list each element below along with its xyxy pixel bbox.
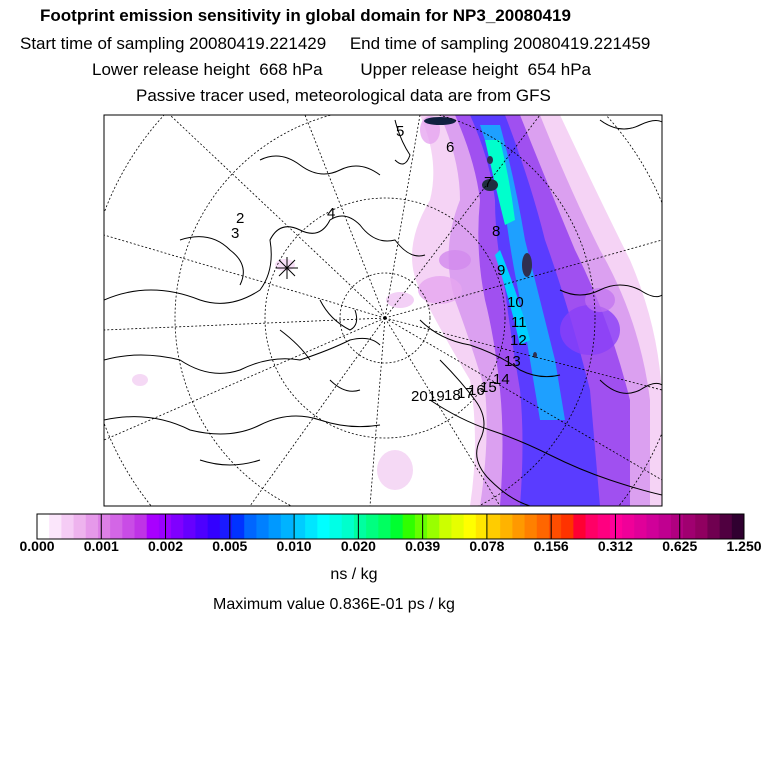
colorbar-cell — [561, 514, 574, 539]
colorbar-cell — [512, 514, 525, 539]
colorbar-cell — [537, 514, 550, 539]
colorbar-cell — [598, 514, 611, 539]
maximum-value-text: Maximum value 0.836E-01 ps / kg — [213, 596, 455, 613]
colorbar-cell — [49, 514, 62, 539]
track-label: 15 — [480, 379, 497, 396]
track-label: 17 — [457, 385, 474, 402]
colorbar-cell — [415, 514, 428, 539]
colorbar-cell — [171, 514, 184, 539]
colorbar-cell — [464, 514, 477, 539]
track-label: 6 — [446, 139, 455, 156]
colorbar-cell — [86, 514, 99, 539]
colorbar-cell — [195, 514, 208, 539]
colorbar-cell — [98, 514, 111, 539]
colorbar-cell — [135, 514, 148, 539]
track-label: 14 — [493, 371, 510, 388]
sampling-time-line: Start time of sampling 20080419.221429 End time of sampling 20080419.221459 — [20, 34, 651, 53]
colorbar-cell — [488, 514, 501, 539]
colorbar-cell — [37, 514, 50, 539]
colorbar-cell — [586, 514, 599, 539]
colorbar-cell — [403, 514, 416, 539]
colorbar-tick-label: 0.625 — [662, 538, 698, 554]
colorbar-cell — [378, 514, 391, 539]
track-label: 8 — [492, 223, 501, 240]
colorbar-cells — [37, 514, 745, 539]
release-height-line: Lower release height 668 hPa Upper release height 654 hPa — [92, 60, 591, 79]
colorbar-cell — [659, 514, 672, 539]
track-label: 10 — [507, 294, 524, 311]
colorbar-cell — [610, 514, 623, 539]
colorbar-tick-label: 0.000 — [19, 538, 55, 554]
colorbar-cell — [342, 514, 355, 539]
colorbar-cell — [695, 514, 708, 539]
colorbar-cell — [720, 514, 733, 539]
colorbar-tick-label: 0.039 — [405, 538, 441, 554]
colorbar-cell — [500, 514, 513, 539]
colorbar-cell — [74, 514, 87, 539]
track-label: 11 — [511, 314, 527, 331]
track-label: 5 — [396, 123, 405, 140]
track-label: 7 — [484, 174, 493, 191]
colorbar-tick-label: 0.020 — [340, 538, 376, 554]
colorbar-cell — [269, 514, 282, 539]
colorbar-cell — [354, 514, 367, 539]
colorbar-cell — [732, 514, 745, 539]
colorbar-cell — [256, 514, 269, 539]
colorbar-cell — [183, 514, 196, 539]
colorbar-cell — [622, 514, 635, 539]
colorbar-tick-label: 0.010 — [276, 538, 312, 554]
colorbar-cell — [61, 514, 74, 539]
colorbar-tick-label: 1.250 — [726, 538, 762, 554]
colorbar-cell — [147, 514, 160, 539]
colorbar-cell — [683, 514, 696, 539]
colorbar-cell — [317, 514, 330, 539]
track-label: 9 — [497, 262, 506, 279]
colorbar-cell — [220, 514, 233, 539]
colorbar-cell — [573, 514, 586, 539]
colorbar-cell — [330, 514, 343, 539]
colorbar-cell — [208, 514, 221, 539]
colorbar-tick-label: 0.312 — [597, 538, 633, 554]
tracer-info-line: Passive tracer used, meteorological data are from GFS — [136, 86, 551, 105]
colorbar-cell — [671, 514, 684, 539]
track-label: 12 — [510, 332, 527, 349]
track-label: 13 — [504, 353, 521, 370]
track-label: 20 — [411, 388, 428, 405]
track-label: 19 — [428, 388, 445, 405]
colorbar-cell — [427, 514, 440, 539]
colorbar-cell — [525, 514, 538, 539]
colorbar-tick-label: 0.078 — [469, 538, 505, 554]
colorbar-cell — [646, 514, 659, 539]
track-label: 16 — [468, 382, 485, 399]
track-label: 2 — [236, 210, 245, 227]
colorbar-cell — [391, 514, 404, 539]
colorbar-cell — [244, 514, 257, 539]
colorbar-tick-label: 0.001 — [83, 538, 119, 554]
colorbar-tick-label: 0.005 — [212, 538, 248, 554]
colorbar-cell — [439, 514, 452, 539]
colorbar-cell — [293, 514, 306, 539]
colorbar-cell — [122, 514, 135, 539]
track-label: 18 — [444, 387, 461, 404]
colorbar-tick-label: 0.002 — [148, 538, 184, 554]
colorbar-cell — [305, 514, 318, 539]
colorbar-units: ns / kg — [330, 566, 378, 583]
colorbar-cell — [366, 514, 379, 539]
track-label: 3 — [231, 225, 240, 242]
track-label: 4 — [327, 205, 336, 222]
colorbar-tick-label: 0.156 — [533, 538, 569, 554]
map-title: Footprint emission sensitivity in global domain for NP3_20080419 — [40, 6, 571, 25]
colorbar-cell — [707, 514, 720, 539]
colorbar-cell — [110, 514, 123, 539]
colorbar-cell — [451, 514, 464, 539]
colorbar-cell — [232, 514, 245, 539]
colorbar-cell — [281, 514, 294, 539]
colorbar-cell — [634, 514, 647, 539]
